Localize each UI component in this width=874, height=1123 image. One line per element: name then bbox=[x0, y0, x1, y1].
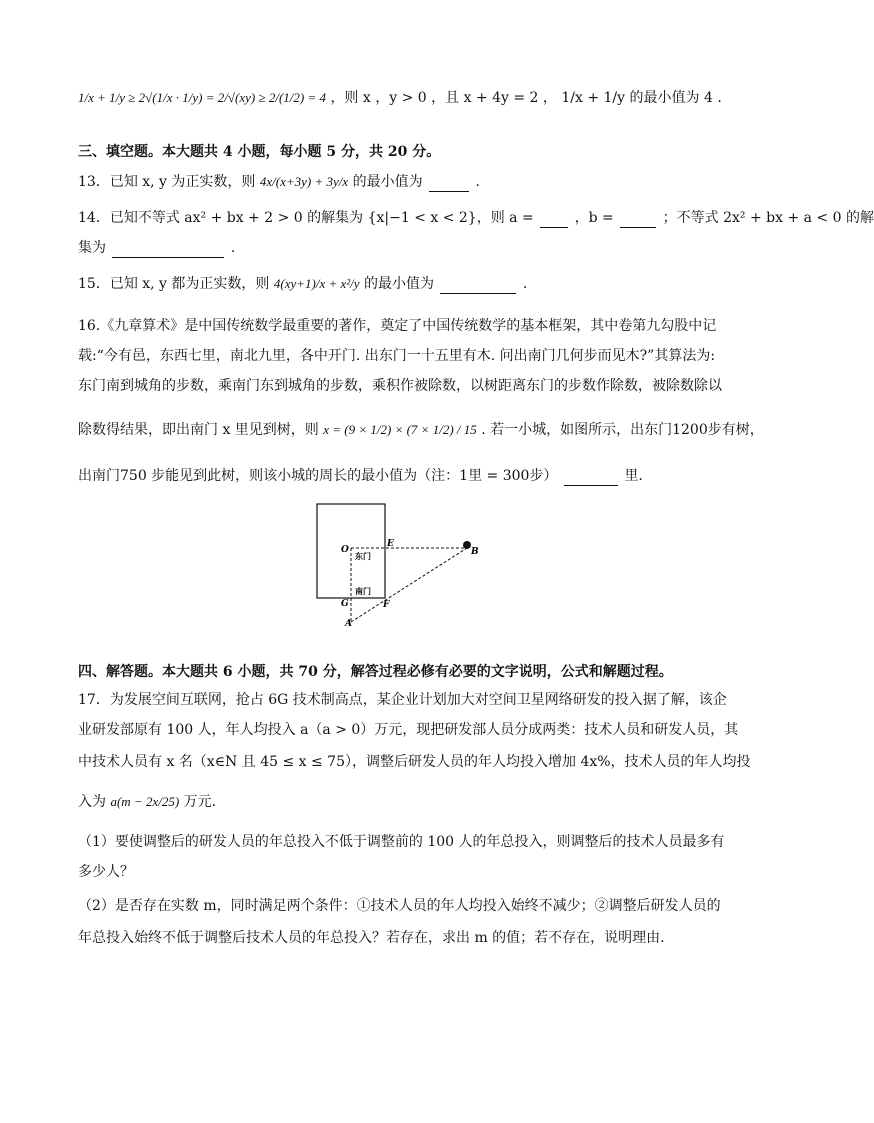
q14-line1-a: 14．已知不等式 ax² + bx + 2 > 0 的解集为 {x|−1 < x < 2}，则 a = bbox=[78, 210, 539, 226]
q16-line-2: 载:“今有邑，东西七里，南北九里，各中开门. 出东门一十五里有木. 问出南门几何步而见木?”其算法为: bbox=[78, 348, 716, 364]
prev-solution-line bbox=[78, 88, 722, 108]
q14-blank-set[interactable] bbox=[112, 243, 224, 258]
q15-text-b: 的最小值为 bbox=[364, 276, 435, 292]
label-south-gate: 南门 bbox=[355, 586, 371, 596]
question-14-line-1 bbox=[78, 208, 874, 228]
q16-line-1: 16.《九章算术》是中国传统数学最重要的著作，奠定了中国传统数学的基本框架，其中卷第九勾股中记 bbox=[78, 318, 717, 334]
q14-blank-b[interactable] bbox=[620, 213, 656, 228]
label-f: F bbox=[383, 600, 390, 610]
q13-answer-blank[interactable] bbox=[429, 177, 469, 192]
q16-line-4 bbox=[78, 420, 764, 440]
tree-point bbox=[463, 541, 471, 549]
q13-text-a: 13．已知 x, y 为正实数，则 bbox=[78, 174, 256, 190]
q13-text-b: 的最小值为 bbox=[352, 174, 423, 190]
q17-line-3: 中技术人员有 x 名（x∈N 且 45 ≤ x ≤ 75），调整后研发人员的年人均投入增加 4x%，技术人员的年人均投 bbox=[78, 754, 751, 770]
q13-end: . bbox=[475, 174, 480, 190]
prev-solution-cond: ，则 x ，y > 0 ，且 x + 4y = 2 ， bbox=[330, 90, 557, 106]
q17-part2-line-1: （2）是否存在实数 m，同时满足两个条件：①技术人员的年人均投入始终不减少；②调整后研发人员的 bbox=[78, 898, 721, 914]
q14-line1-c: ；不等式 2x² + bx + a < 0 的解 bbox=[662, 210, 874, 226]
label-e: E bbox=[387, 539, 394, 549]
q17-line4-a: 入为 bbox=[78, 794, 106, 810]
section-3-title: 三、填空题。本大题共 4 小题，每小题 5 分，共 20 分。 bbox=[78, 144, 441, 160]
question-13 bbox=[78, 172, 480, 192]
q14-blank-a[interactable] bbox=[540, 213, 568, 228]
section-4-title: 四、解答题。本大题共 6 小题，共 70 分，解答过程必修有必要的文字说明，公式和解题过程。 bbox=[78, 664, 673, 680]
q15-end: . bbox=[522, 276, 528, 292]
q17-line-1: 17．为发展空间互联网，抢占 6G 技术制高点，某企业计划加大对空间卫星网络研发的投入据了解，该企 bbox=[78, 692, 727, 708]
label-b: B bbox=[471, 547, 479, 557]
label-o: O bbox=[341, 545, 349, 555]
q13-expr: 4x/(x+3y) + 3y/x bbox=[259, 174, 349, 189]
q17-expr: a(m − 2x/25) bbox=[110, 794, 180, 809]
q16-line5-b: 里. bbox=[624, 468, 643, 484]
question-15 bbox=[78, 274, 527, 294]
q16-answer-blank[interactable] bbox=[564, 471, 618, 486]
q17-line-2: 业研发部原有 100 人，年人均投入 a（a > 0）万元，现把研发部人员分成两类：技术人员和研发人员，其 bbox=[78, 722, 739, 738]
q17-line-4 bbox=[78, 792, 216, 812]
q14-line2: 集为 bbox=[78, 240, 106, 256]
q16-figure bbox=[305, 496, 505, 636]
q17-part1-line-2: 多少人？ bbox=[78, 864, 134, 880]
q16-formula: x = (9 × 1/2) × (7 × 1/2) / 15 bbox=[323, 422, 477, 437]
q16-line5-a: 出南门750 步能见到此树，则该小城的周长的最小值为（注：1里 = 300步） bbox=[78, 468, 558, 484]
q14-line1-b: ，b = bbox=[574, 210, 614, 226]
q17-part2-line-2: 年总投入始终不低于调整后技术人员的年总投入？若存在，求出 m 的值；若不存在，说明理由. bbox=[78, 930, 665, 946]
question-14-line-2 bbox=[78, 238, 235, 258]
label-east-gate: 东门 bbox=[355, 551, 371, 561]
q16-line4-a: 除数得结果，即出南门 x 里见到树，则 bbox=[78, 422, 319, 438]
q14-end: . bbox=[230, 240, 236, 256]
q15-expr: 4(xy+1)/x + x²/y bbox=[273, 276, 360, 291]
q16-line-5 bbox=[78, 466, 643, 486]
label-g: G bbox=[341, 599, 349, 609]
label-a: A bbox=[345, 619, 352, 629]
prev-solution-tail: 1/x + 1/y 的最小值为 4 . bbox=[561, 90, 722, 106]
q16-line4-b: . 若一小城，如图所示，出东门1200步有树， bbox=[481, 422, 764, 438]
q15-answer-blank[interactable] bbox=[440, 279, 516, 294]
prev-solution-expr: 1/x + 1/y ≥ 2√(1/x · 1/y) = 2/√(xy) ≥ 2/(1/2) = 4 bbox=[78, 90, 326, 105]
q16-line-3: 东门南到城角的步数，乘南门东到城角的步数，乘积作被除数，以树距离东门的步数作除数，被除数除以 bbox=[78, 378, 722, 394]
q17-part1-line-1: （1）要使调整后的研发人员的年总投入不低于调整前的 100 人的年总投入，则调整后的技术人员最多有 bbox=[78, 834, 725, 850]
q17-line4-b: 万元. bbox=[183, 794, 217, 810]
q15-text-a: 15．已知 x, y 都为正实数，则 bbox=[78, 276, 270, 292]
